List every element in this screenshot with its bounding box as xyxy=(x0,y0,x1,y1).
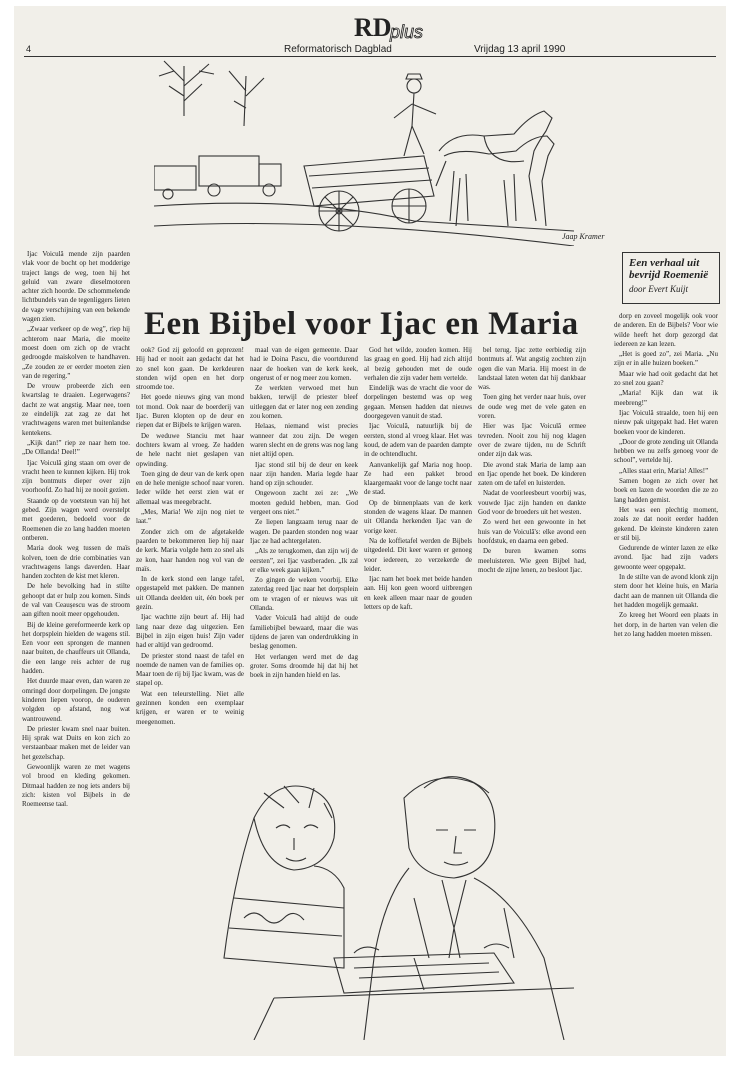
paragraph: Ijac Voiculă straalde, toen hij een nieuw pak uitgepakt had. Het waren boeken voor de kinderen. xyxy=(614,408,718,436)
paragraph: Staande op de voetsteun van hij het gebed. Zijn wagen werd overstelpt met goederen, bedoeld voor de Roemenen die zo lang hadden moeten ontberen. xyxy=(22,496,130,542)
publication-name: Reformatorisch Dagblad xyxy=(284,44,392,55)
paragraph: Zo werd het een gewoonte in het huis van de Voiculă's: elke avond een hoofdstuk, en daarna een gebed. xyxy=(478,518,586,545)
paragraph: ook? God zij geloofd en geprezen! Hij had er nooit aan gedacht dat het zo snel kon gaan. De kerkdeuren stonden wijd open en het dorp stroomde toe. xyxy=(136,346,244,392)
paragraph: Het verlangen werd met de dag groter. Soms droomde hij dat hij het boek in zijn handen hield en las. xyxy=(250,652,358,680)
paragraph: Ijac Voiculă, natuurlijk bij de eersten, stond al vroeg klaar. Het was koud, de adem van de paarden dampte in de ochtendlucht. xyxy=(364,422,472,459)
article-headline: Een Bijbel voor Ijac en Maria xyxy=(144,306,579,342)
page-number: 4 xyxy=(26,44,32,54)
text-column-1 xyxy=(22,250,130,1040)
paragraph: Ongewoon zacht zei ze: „We moeten geduld hebben, man. God vergeet ons niet.” xyxy=(250,489,358,517)
paragraph: De vrouw probeerde zich een kwartslag te draaien. Legerwagens? dacht ze wat angstig. Maar nee, toen ze eindelijk zat zag ze dat het vrachtwagens waren met buitenlandse kentekens. xyxy=(22,382,130,437)
paragraph: „Als ze terugkomen, dan zijn wij de eersten”, zei Ijac vastberaden. „Ik zal er elke week gaan kijken.” xyxy=(250,547,358,574)
paragraph: Helaas, niemand wist precies wanneer dat zou zijn. De wegen waren slecht en de grens was nog lang niet altijd open. xyxy=(250,422,358,459)
paragraph: Op de binnenplaats van de kerk stonden de wagens klaar. De mannen uit Ollanda herkenden Ijac van de vorige keer. xyxy=(364,498,472,535)
paragraph: „Het is goed zo”, zei Maria. „Nu zijn er in alle huizen boeken.” xyxy=(614,350,718,368)
paragraph: maal van de eigen gemeente. Daar had ie Doina Pascu, die voortdurend naar de hoeken van de kerk keek, ongerust of er nog meer zou komen. xyxy=(250,346,358,382)
paragraph: De weduwe Stanciu met haar dochters kwam al vroeg. Ze hadden de hele nacht niet geslapen van opwinding. xyxy=(136,431,244,468)
paragraph: In de kerk stond een lange tafel, opgestapeld met pakken. De mannen uit Ollanda deelden uit, één boek per gezin. xyxy=(136,575,244,612)
paragraph: Nadat de voorleesbeurt voorbij was, vouwde Ijac zijn handen en dankte God voor de broeders uit het westen. xyxy=(478,489,586,517)
paragraph: Gewoonlijk waren ze met wagens vol brood en kleding gekomen. Ditmaal hadden ze nog iets anders bij zich: kisten vol Bijbels in de Roemeense taal. xyxy=(22,763,130,809)
paragraph: Aanvankelijk gaf Maria nog hoop. Ze had een pakket brood klaargemaakt voor de lange tocht naar de stad. xyxy=(364,460,472,497)
paragraph: Hier was Ijac Voiculă ermee tevreden. Nooit zou hij nog klagen over de zware tijden, nu de Schrift onder zijn dak was. xyxy=(478,422,586,459)
paragraph: „Alles staat erin, Maria! Alles!” xyxy=(619,466,709,475)
paragraph: God het wilde, zouden komen. Hij las graag en goed. Hij had zich altijd al bezig gehouden met de oude verhalen die zijn vader hem vertelde. xyxy=(364,346,472,382)
paragraph: Ijac wachtte zijn beurt af. Hij had lang naar deze dag uitgezien. Een Bijbel in zijn eigen huis! Zijn vader had er altijd van gedroomd. xyxy=(136,613,244,650)
text-column-4 xyxy=(364,346,472,746)
paragraph: Na de koffietafel werden de Bijbels uitgedeeld. Dit keer waren er genoeg voor iedereen, zo verzekerde de leider. xyxy=(364,536,472,573)
paragraph: „Mes, Maria! We zijn nog niet te laat.” xyxy=(136,508,244,526)
author-byline: door Evert Kuijt xyxy=(629,284,688,294)
svg-text:RD: RD xyxy=(354,13,392,42)
paragraph: Samen bogen ze zich over het boek en lazen de woorden die ze zo lang hadden gemist. xyxy=(614,477,718,504)
paragraph: Ze werkten verwoed met hun bakken, terwijl de priester bleef uitleggen dat er later nog een zending zou komen. xyxy=(250,384,358,421)
illustrator-signature: Jaap Kramer xyxy=(562,232,605,241)
paragraph: Zo gingen de weken voorbij. Elke zaterdag reed Ijac naar het dorpsplein om te vragen of er nieuws was uit Ollanda. xyxy=(250,576,358,613)
paragraph: Het duurde maar even, dan waren ze omringd door dorpelingen. De jongste kinderen liepen voorop, de ouderen volgden op afstand, nog wat wantrouwend. xyxy=(22,677,130,723)
paragraph: Eindelijk was de vracht die voor de dorpelingen bestemd was op weg gegaan. Mensen hadden dat nieuws doorgegeven vanuit de stad. xyxy=(364,384,472,421)
intro-box xyxy=(622,252,720,304)
paragraph: Ijac nam het boek met beide handen aan. Hij kon geen woord uitbrengen en keek alleen maar naar de gouden letters op de kaft. xyxy=(364,575,472,612)
text-column-2 xyxy=(136,346,244,746)
paragraph: Gedurende de winter lazen ze elke avond. Ijac had zijn vaders gewoonte weer opgepakt. xyxy=(614,544,718,571)
paragraph: „Zwaar verkeer op de weg”, riep hij achterom naar Maria, die moeite moest doen om zich op de vracht gedroogde maiskolven te handhaven. „Ze zouden ze er eerder moeten zien van de regering.” xyxy=(22,325,130,380)
masthead xyxy=(14,6,726,55)
paragraph: De buren kwamen soms meeluisteren. Wie geen Bijbel had, mocht de zijne lenen, zo besloot Ijac. xyxy=(478,547,586,574)
text-column-3 xyxy=(250,346,358,746)
paragraph: De hele bevolking had in stilte gehoopt dat er hulp zou komen. Sinds de val van Ceaușescu was de stroom aan giften nooit meer opgehouden. xyxy=(22,582,130,619)
paragraph: Maar wie had ooit gedacht dat het zo snel zou gaan? xyxy=(614,369,718,388)
rd-plus-logo xyxy=(350,12,430,42)
horse-cart-illustration xyxy=(154,56,574,246)
paragraph: Bij de kleine gereformeerde kerk op het dorpsplein hielden de wagens stil. Een voor een sprongen de mannen naar buiten, de chauffeurs uit Ollanda, die een lange reis achter de rug hadden. xyxy=(22,620,130,676)
newspaper-page xyxy=(14,6,726,1056)
paragraph: Ijac Voiculă ging staan om over de vracht heen te kunnen kijken. Hij trok zijn bontmuts dieper over zijn voorhoofd. Zo had hij ze nooit gezien. xyxy=(22,458,130,495)
paragraph: Toen ging het verder naar huis, over de oude weg met de vele gaten en voren. xyxy=(478,393,586,421)
paragraph: Ijac Voiculă mende zijn paarden vlak voor de bocht op het modderige traject langs de weg, toen hij het geluid van zware dieselmotoren achter zich hoorde. De schommelende lichtbundels van de tegenliggers lieten de vage verschijning van een bekende wagen zien. xyxy=(22,250,130,324)
paragraph: dorp en zoveel mogelijk ook voor de anderen. En de Bijbels? Voor wie wilde heeft het dorp gezorgd dat iedereen ze kan lezen. xyxy=(614,312,718,348)
paragraph: Toen ging de deur van de kerk open en de hele menigte schoof naar voren. Ieder wilde het eerst zien wat er allemaal was meegebracht. xyxy=(136,469,244,506)
svg-text:plus: plus xyxy=(390,22,424,42)
paragraph: Zo kreeg het Woord een plaats in het dorp, in de harten van velen die het zo lang hadden moeten missen. xyxy=(614,611,718,638)
paragraph: Wat een teleurstelling. Niet alle gezinnen konden een exemplaar krijgen, er waren er te weinig meegenomen. xyxy=(136,689,244,726)
paragraph: De priester stond naast de tafel en noemde de namen van de families op. Maar toen de rij bij Ijac kwam, was de stapel op. xyxy=(136,651,244,688)
paragraph: bel terug. Ijac zette eerbiedig zijn bontmuts af. Wat angstig zochten zijn ogen die van Maria. Hij moest in de landstaal laten weten dat hij dankbaar was. xyxy=(478,346,586,392)
paragraph: Vader Voiculă had altijd de oude familiebijbel bewaard, maar die was tijdens de jaren van onderdrukking in beslag genomen. xyxy=(250,614,358,651)
paragraph: „Maria! Kijk dan wat ik meebreng!” xyxy=(614,389,718,407)
paragraph: Die avond stak Maria de lamp aan en Ijac opende het boek. De kinderen zaten om de tafel en luisterden. xyxy=(478,460,586,488)
paragraph: Zonder zich om de afgetakelde paarden te bekommeren liep hij naar de kerk. Maria volgde hem zo snel als ze kon, haar handen nog vol van de maïs. xyxy=(136,527,244,573)
publication-date: Vrijdag 13 april 1990 xyxy=(474,44,566,55)
paragraph: Het goede nieuws ging van mond tot mond. Ook naar de boerderij van Ijac. Buren klopten op de deur en riepen dat er Bijbels te krijgen waren. xyxy=(136,393,244,430)
intro-title: Een verhaal uit bevrijd Roemenië xyxy=(629,257,709,281)
text-column-6 xyxy=(614,312,718,1040)
paragraph: Het was een plechtig moment, zoals ze dat nooit eerder hadden gekend. De kleinste kinderen zaten er stil bij. xyxy=(614,505,718,542)
couple-reading-illustration xyxy=(214,758,594,1040)
paragraph: Ze liepen langzaam terug naar de wagen. De paarden stonden nog waar Ijac ze had achtergelaten. xyxy=(250,518,358,545)
paragraph: „Kijk dan!” riep ze naar hem toe. „De Ollanda! Deel!” xyxy=(22,438,130,457)
paragraph: In de stilte van de avond klonk zijn stem door het kleine huis, en Maria dacht aan de mannen uit Ollanda die het hadden mogelijk gemaakt. xyxy=(614,573,718,609)
paragraph: De priester kwam snel naar buiten. Hij sprak wat Duits en kon zich zo verstaanbaar maken met de leider van het gezelschap. xyxy=(22,724,130,761)
paragraph: Maria dook weg tussen de maïs kolven, toen de drie combinaties van vrachtwagens langs daverden. Haar handen zochten de kist met kleren. xyxy=(22,544,130,581)
text-column-5 xyxy=(478,346,586,746)
paragraph: Ijac stond stil bij de deur en keek naar zijn handen. Maria legde haar hand op zijn schouder. xyxy=(250,460,358,488)
paragraph: „Door de grote zending uit Ollanda hebben we nu zelfs genoeg voor de school”, vertelde hij. xyxy=(614,437,718,465)
